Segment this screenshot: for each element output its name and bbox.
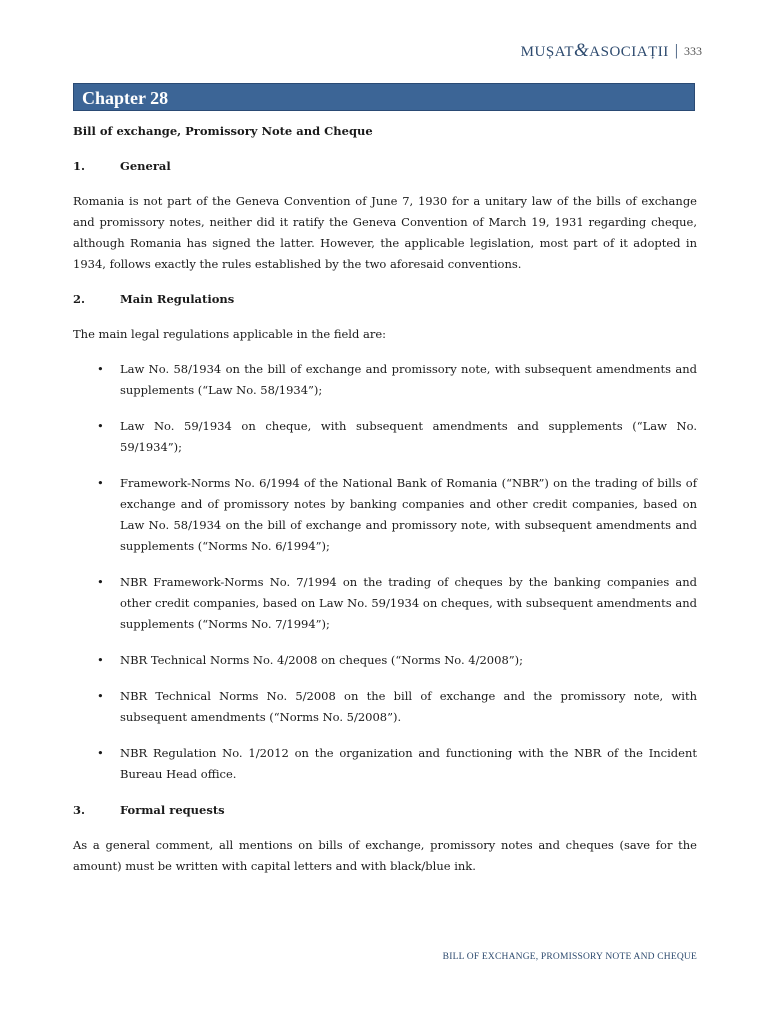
- page-content: [73, 121, 697, 877]
- section-heading-general: [73, 156, 697, 177]
- list-item: [73, 359, 697, 401]
- bullet-icon: •: [97, 653, 104, 667]
- bullet-icon: •: [97, 575, 104, 589]
- document-title: Bill of exchange, Promissory Note and Cheque: [73, 124, 373, 138]
- brand-ampersand: &: [574, 40, 590, 61]
- formal-requests-paragraph: As a general comment, all mentions on bills of exchange, promissory notes and cheques (save for the amount) must be written with capital letters and with black/blue ink.: [73, 838, 697, 873]
- list-item: [73, 572, 697, 635]
- bullet-icon: •: [97, 689, 104, 703]
- chapter-title: Chapter 28: [82, 88, 169, 108]
- brand-right: ASOCIAȚII: [589, 44, 669, 60]
- list-item: [73, 473, 697, 557]
- list-item-text: NBR Framework-Norms No. 7/1994 on the trading of cheques by the banking companies and other credit companies, based on Law No. 59/1934 on cheques, with subsequent amendments and supplements (“Norms No. 7/1994”);: [120, 575, 697, 631]
- brand-left: MUȘAT: [520, 44, 575, 60]
- bullet-icon: •: [97, 476, 104, 490]
- regulations-intro: The main legal regulations applicable in the field are:: [73, 327, 387, 341]
- list-item: [73, 650, 697, 671]
- section-heading-formal-requests: [73, 800, 697, 821]
- list-item: [73, 686, 697, 728]
- list-item-text: NBR Technical Norms No. 5/2008 on the bill of exchange and the promissory note, with subsequent amendments (“Norms No. 5/2008”).: [120, 689, 697, 724]
- section-number: 1.: [73, 159, 86, 173]
- regulations-list: [73, 359, 697, 785]
- page-header: [521, 40, 702, 62]
- list-item-text: Law No. 58/1934 on the bill of exchange and promissory note, with subsequent amendments and supplements (“Law No. 58/1934”);: [120, 362, 697, 397]
- list-item: [73, 743, 697, 785]
- section-title: Formal requests: [120, 803, 225, 817]
- general-paragraph: Romania is not part of the Geneva Convention of June 7, 1930 for a unitary law of the bills of exchange and promissory notes, neither did it ratify the Geneva Convention of March 19, 1931 regarding cheque, although Romania has signed the latter. However, the applicable legislation, most part of it adopted in 1934, follows exactly the rules established by the two aforesaid conventions.: [73, 194, 697, 271]
- page-footer: [443, 952, 697, 962]
- firm-logo: [521, 40, 669, 62]
- list-item-text: NBR Regulation No. 1/2012 on the organization and functioning with the NBR of the Incident Bureau Head office.: [120, 746, 697, 781]
- section-heading-main-regulations: [73, 289, 697, 310]
- section-title: General: [120, 159, 171, 173]
- section-number: 2.: [73, 292, 86, 306]
- list-item: [73, 416, 697, 458]
- page-number: 333: [684, 43, 702, 58]
- list-item-text: Law No. 59/1934 on cheque, with subsequent amendments and supplements (“Law No. 59/1934”);: [120, 419, 697, 454]
- bullet-icon: •: [97, 362, 104, 376]
- footer-text: BILL OF EXCHANGE, PROMISSORY NOTE AND CHEQUE: [442, 952, 697, 962]
- bullet-icon: •: [97, 746, 104, 760]
- bullet-icon: •: [97, 419, 104, 433]
- section-number: 3.: [73, 803, 86, 817]
- chapter-banner: [73, 83, 695, 111]
- section-title: Main Regulations: [120, 292, 235, 306]
- list-item-text: NBR Technical Norms No. 4/2008 on cheques (“Norms No. 4/2008”);: [120, 653, 523, 667]
- header-separator: |: [674, 42, 678, 59]
- list-item-text: Framework-Norms No. 6/1994 of the National Bank of Romania (“NBR”) on the trading of bills of exchange and of promissory notes by banking companies and other credit companies, based on Law No. 58/1934 on the bill of exchange and promissory note, with subsequent amendments and supplements (“Norms No. 6/1994”);: [120, 476, 697, 553]
